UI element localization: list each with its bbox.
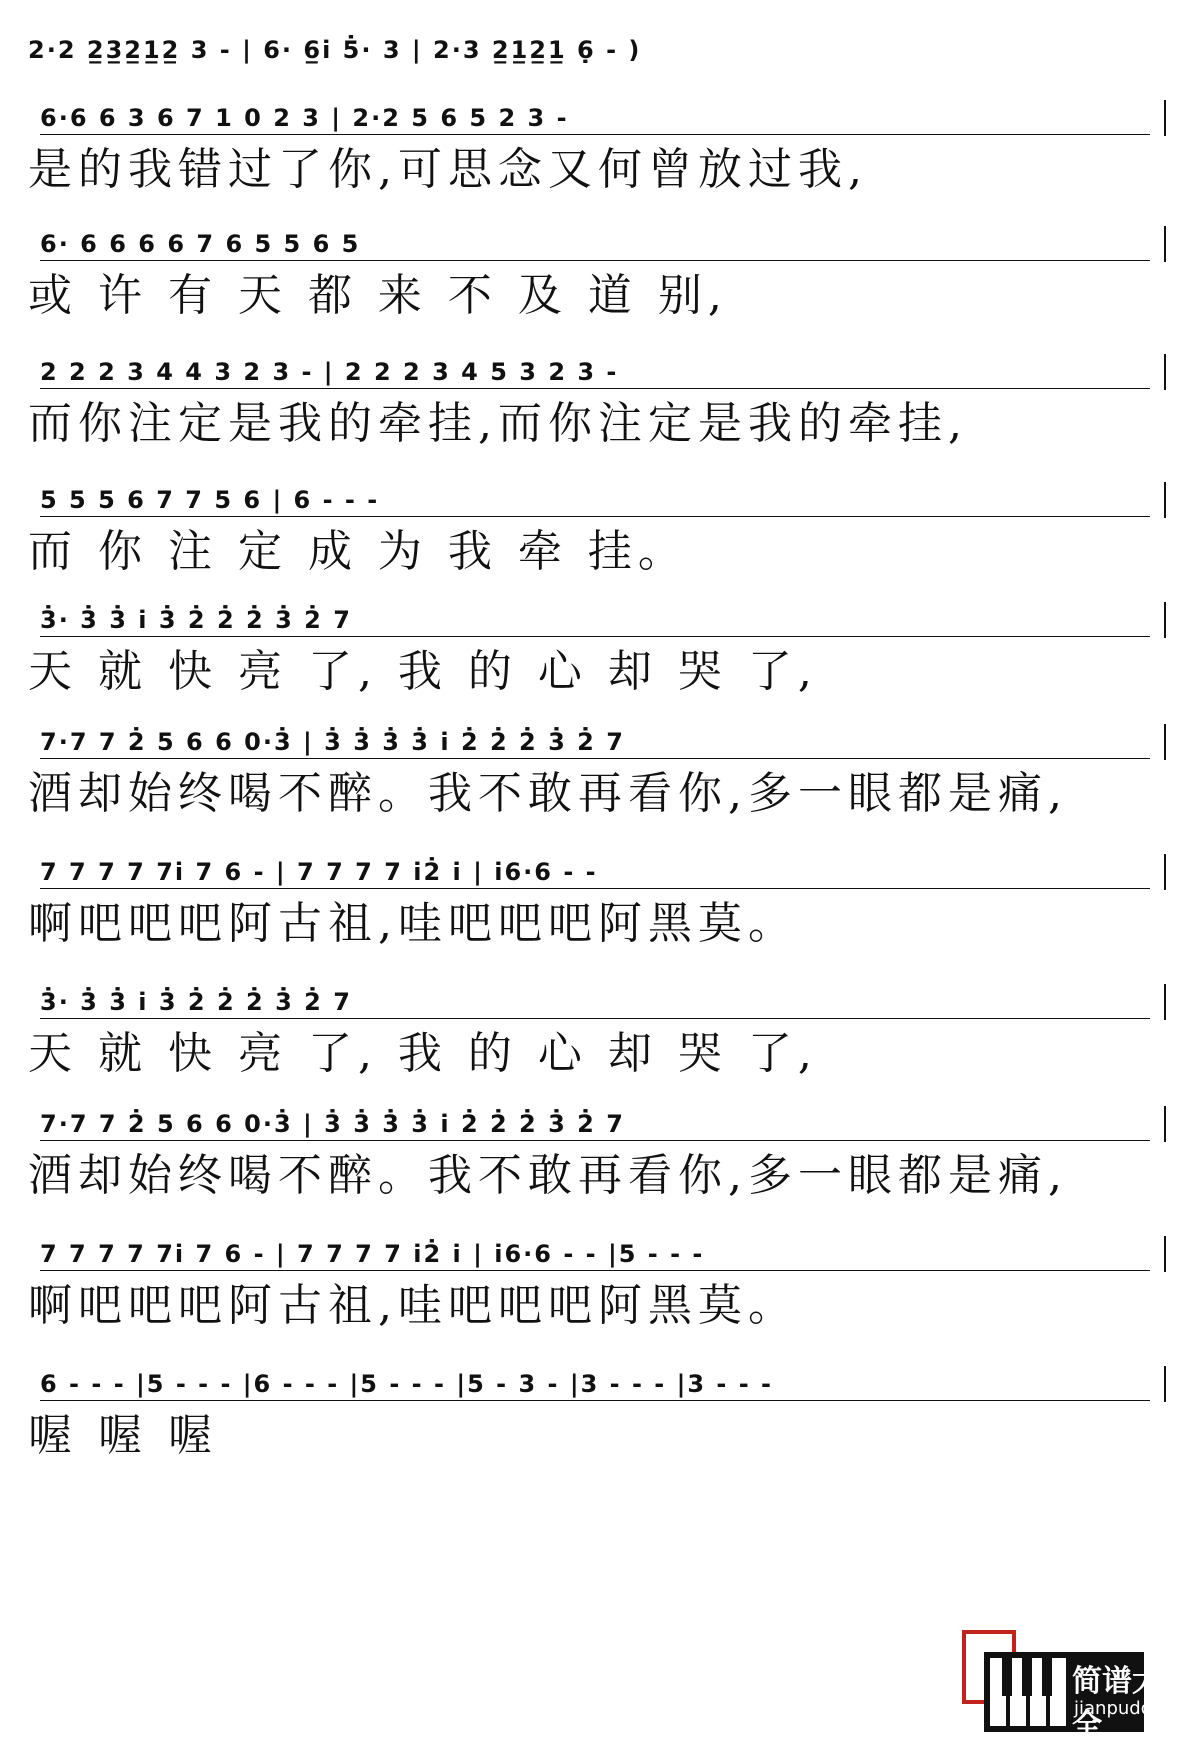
score-system xyxy=(28,598,1178,702)
notes-row xyxy=(28,478,1178,524)
beam-line xyxy=(40,388,1150,389)
beam-line xyxy=(40,516,1150,517)
notes-row xyxy=(28,850,1178,896)
site-url: jianpudq.com xyxy=(1074,1698,1197,1719)
score-system xyxy=(28,478,1178,582)
beam-line xyxy=(40,260,1150,261)
lyric-line: 而你注定是我的牵挂,而你注定是我的牵挂, xyxy=(28,398,968,449)
lyrics-row xyxy=(28,1278,1178,1336)
note-line: 5 5 5 6 7 7 5 6 | 6 - - - xyxy=(40,486,380,514)
lyrics-row xyxy=(28,142,1178,200)
lyrics-row xyxy=(28,1408,1178,1466)
notes-row xyxy=(28,96,1178,142)
barline xyxy=(1164,1236,1166,1272)
notes-row xyxy=(28,1362,1178,1408)
note-line: 7 7 7 7 7i̇ 7 6 - | 7 7 7 7 i̇2̇ i̇ | i̇6·6 - - |5 - - - xyxy=(40,1240,705,1268)
barline xyxy=(1164,854,1166,890)
lyric-line: 天 就 快 亮 了, 我 的 心 却 哭 了, xyxy=(28,646,818,697)
beam-line xyxy=(40,758,1150,759)
lyric-line: 啊吧吧吧阿古祖,哇吧吧吧阿黑莫。 xyxy=(28,898,798,949)
site-logo xyxy=(944,1622,1197,1743)
score-system xyxy=(28,850,1178,954)
beam-line xyxy=(40,1140,1150,1141)
lyric-line: 啊吧吧吧阿古祖,哇吧吧吧阿黑莫。 xyxy=(28,1280,798,1331)
beam-line xyxy=(40,1270,1150,1271)
lyric-line: 酒却始终喝不醉。我不敢再看你,多一眼都是痛, xyxy=(28,768,1068,819)
note-line: 2 2 2 3 4 4 3 2 3 - | 2 2 2 3 4 5 3 2 3 - xyxy=(40,358,619,386)
score-system xyxy=(28,222,1178,326)
note-line: 7 7 7 7 7i̇ 7 6 - | 7 7 7 7 i̇2̇ i̇ | i̇6·6 - - xyxy=(40,858,598,886)
intro-system xyxy=(28,28,1178,74)
lyrics-row xyxy=(28,524,1178,582)
lyric-line: 或 许 有 天 都 来 不 及 道 别, xyxy=(28,270,728,321)
note-line: 7·7 7 2̇ 5 6 6 0·3̇ | 3̇ 3̇ 3̇ 3̇ i̇ 2̇ 2̇ 2̇ 3̇ 2̇ 7 xyxy=(40,728,625,756)
note-line: 7·7 7 2̇ 5 6 6 0·3̇ | 3̇ 3̇ 3̇ 3̇ i̇ 2̇ 2̇ 2̇ 3̇ 2̇ 7 xyxy=(40,1110,625,1138)
note-line: 6·6 6 3 6 7 1 0 2 3 | 2·2 5 6 5 2 3 - xyxy=(40,104,569,132)
barline xyxy=(1164,724,1166,760)
score-system xyxy=(28,1102,1178,1206)
site-name: 简谱大全 xyxy=(1072,1664,1162,1743)
lyrics-row xyxy=(28,1026,1178,1084)
lyrics-row xyxy=(28,268,1178,326)
lyrics-row xyxy=(28,896,1178,954)
intro-notes xyxy=(28,28,1178,74)
intro-note-line: 2·2 2̲3̲2̲1̲2̲ 3 - | 6· 6̲i̇ 5̇̇· 3 | 2·3 2̲1̲2̲1̲ 6̣ - ) xyxy=(28,36,642,64)
lyric-line: 酒却始终喝不醉。我不敢再看你,多一眼都是痛, xyxy=(28,1150,1068,1201)
barline xyxy=(1164,482,1166,518)
score-system xyxy=(28,350,1178,454)
notes-row xyxy=(28,1232,1178,1278)
lyrics-row xyxy=(28,766,1178,824)
barline xyxy=(1164,984,1166,1020)
barline xyxy=(1164,1366,1166,1402)
beam-line xyxy=(40,1018,1150,1019)
note-line: 6 - - - |5 - - - |6 - - - |5 - - - |5 - 3 - |3 - - - |3 - - - xyxy=(40,1370,774,1398)
beam-line xyxy=(40,636,1150,637)
lyrics-row xyxy=(28,644,1178,702)
beam-line xyxy=(40,888,1150,889)
score-system xyxy=(28,980,1178,1084)
notes-row xyxy=(28,598,1178,644)
note-line: 3̇· 3̇ 3̇ i̇ 3̇ 2̇ 2̇ 2̇ 3̇ 2̇ 7 xyxy=(40,606,352,634)
note-line: 6· 6 6 6 6 7 6 5 5 6 5 xyxy=(40,230,361,258)
barline xyxy=(1164,602,1166,638)
score-system xyxy=(28,1232,1178,1336)
beam-line xyxy=(40,134,1150,135)
score-system xyxy=(28,720,1178,824)
barline xyxy=(1164,226,1166,262)
lyric-line: 而 你 注 定 成 为 我 牵 挂。 xyxy=(28,526,688,577)
barline xyxy=(1164,1106,1166,1142)
lyric-line: 天 就 快 亮 了, 我 的 心 却 哭 了, xyxy=(28,1028,818,1079)
notes-row xyxy=(28,350,1178,396)
notes-row xyxy=(28,980,1178,1026)
lyric-line: 是的我错过了你,可思念又何曾放过我, xyxy=(28,144,868,195)
score-system xyxy=(28,1362,1178,1466)
notes-row xyxy=(28,222,1178,268)
lyrics-row xyxy=(28,396,1178,454)
beam-line xyxy=(40,1400,1150,1401)
lyrics-row xyxy=(28,1148,1178,1206)
notes-row xyxy=(28,1102,1178,1148)
lyric-line: 喔 喔 喔 xyxy=(28,1410,218,1461)
score-system xyxy=(28,96,1178,200)
notes-row xyxy=(28,720,1178,766)
note-line: 3̇· 3̇ 3̇ i̇ 3̇ 2̇ 2̇ 2̇ 3̇ 2̇ 7 xyxy=(40,988,352,1016)
barline xyxy=(1164,354,1166,390)
barline xyxy=(1164,100,1166,136)
